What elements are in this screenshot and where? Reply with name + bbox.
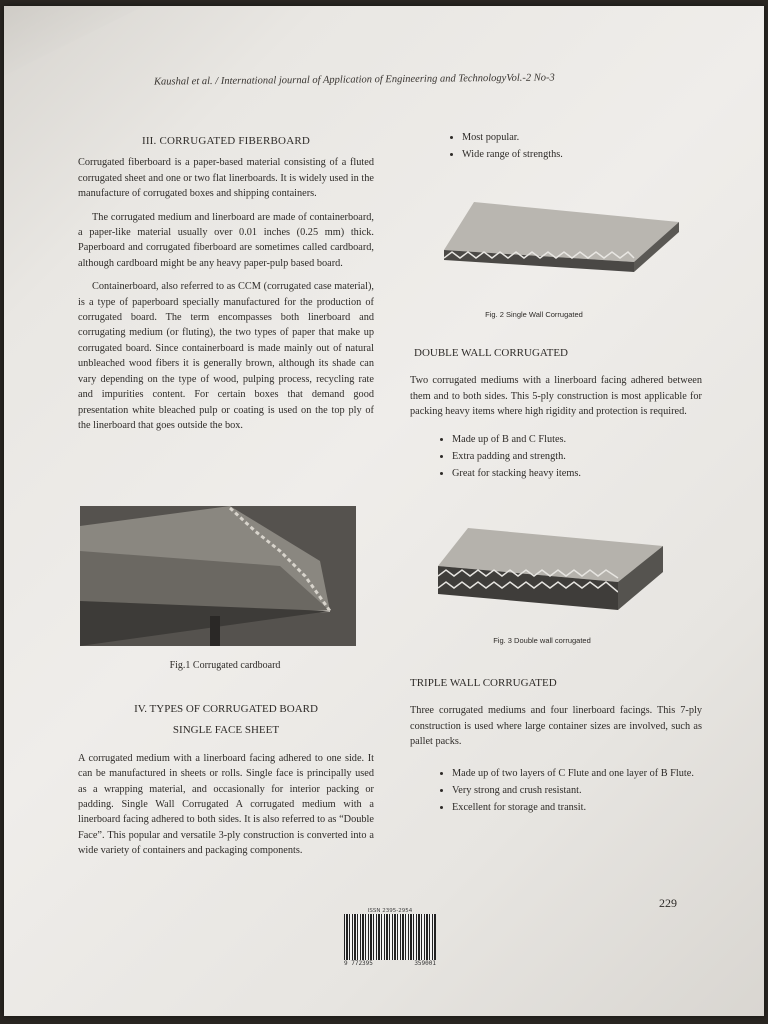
- right-column-triple: [410, 676, 702, 824]
- list-item: • Excellent for storage and transit.: [452, 800, 702, 815]
- list-item: • Great for stacking heavy items.: [452, 466, 702, 481]
- fig3-double-wall-image: [438, 520, 668, 630]
- barcode: [344, 908, 436, 967]
- list-item: • Most popular.: [462, 130, 702, 145]
- fig2-caption: Fig. 2 Single Wall Corrugated: [485, 310, 583, 319]
- paragraph: Three corrugated mediums and four linerboard facings. This 7-ply construction is used where large container sizes are involved, such as pallet packs.: [410, 705, 702, 748]
- single-face-title: SINGLE FACE SHEET: [172, 724, 280, 737]
- double-wall-title: DOUBLE WALL CORRUGATED: [414, 347, 568, 359]
- list-item: • Wide range of strengths.: [462, 147, 702, 162]
- paragraph: The corrugated medium and linerboard are made of containerboard, a paper-like material usually over 0.01 inches (0.25 mm) thick. Paperboard and corrugated fiberboard are sometimes called cardboard, although cardboard might be any heavy paper-pulp based board.: [78, 211, 374, 269]
- fig1-caption: Fig.1 Corrugated cardboard: [169, 660, 281, 671]
- paragraph: Containerboard, also referred to as CCM (corrugated case material), is a type of paperboard specially manufactured for the production of corrugated board. The term encompasses both linerboard and corrugating medium (or fluting), the two types of paper that make up corrugated board. Since containerboard is made mainly out of natural unbleached wood fibers it is generally brown, although its shade can vary depending on the type of wood, pulping process, recycling rate and impurities content. For certain boxes that demand good presentation white bleached pulp or coating is used on the top ply of the linerboard that goes outside the box.: [78, 281, 374, 431]
- left-column-lower: [78, 700, 374, 867]
- fig2-single-wall-image: [444, 192, 684, 292]
- right-column: [410, 130, 702, 171]
- barcode-issn: ISSN 2395-2954: [367, 908, 413, 914]
- corrugated-cardboard-image: [80, 506, 356, 646]
- bullet-list: [410, 432, 702, 482]
- paragraph: A corrugated medium with a linerboard facing adhered to one side. It can be manufactured in sheets or rolls. Single face is principally used as a wrapping material, and occasionally for interior packing or padding. Single Wall Corrugated A corrugated medium with a linerboard facing adhered to both sides. It is also referred to as “Double Face”. This popular and versatile 3-ply construction is converted into a wide variety of containers and packaging components.: [78, 752, 374, 857]
- barcode-digits: [344, 960, 436, 967]
- left-column: [78, 130, 374, 441]
- running-header: Kaushal et al. / International journal of Application of Engineering and TechnologyVol.-2 No-3: [153, 72, 555, 88]
- section-3-title: III. CORRUGATED FIBERBOARD: [141, 135, 311, 147]
- list-item: • Extra padding and strength.: [452, 449, 702, 464]
- folded-corner: [4, 6, 144, 76]
- barcode-right-digits: 359001: [414, 960, 436, 967]
- barcode-bars: [344, 914, 436, 960]
- right-column-double: [410, 346, 702, 490]
- document-page: [4, 6, 764, 1016]
- paragraph: Two corrugated mediums with a linerboard facing adhered between them and to both sides. This 5-ply construction is most applicable for packing heavy items where high rigidity and protection is required.: [410, 375, 702, 418]
- triple-wall-title: TRIPLE WALL CORRUGATED: [410, 677, 557, 689]
- list-item: • Made up of B and C Flutes.: [452, 432, 702, 447]
- fig3-caption: Fig. 3 Double wall corrugated: [493, 636, 591, 645]
- list-item: • Made up of two layers of C Flute and one layer of B Flute.: [452, 766, 702, 781]
- section-4-title: IV. TYPES OF CORRUGATED BOARD: [134, 703, 318, 715]
- paragraph: Corrugated fiberboard is a paper-based material consisting of a fluted corrugated sheet and one or two flat linerboards. It is widely used in the manufacture of corrugated boxes and shipping containers.: [78, 157, 374, 200]
- barcode-left-digits: 9 772395: [344, 960, 373, 967]
- fig1-photo: [80, 506, 356, 646]
- bullet-list: [410, 130, 702, 163]
- bullet-list: [410, 766, 702, 816]
- list-item: • Very strong and crush resistant.: [452, 783, 702, 798]
- page-number: 229: [659, 896, 677, 910]
